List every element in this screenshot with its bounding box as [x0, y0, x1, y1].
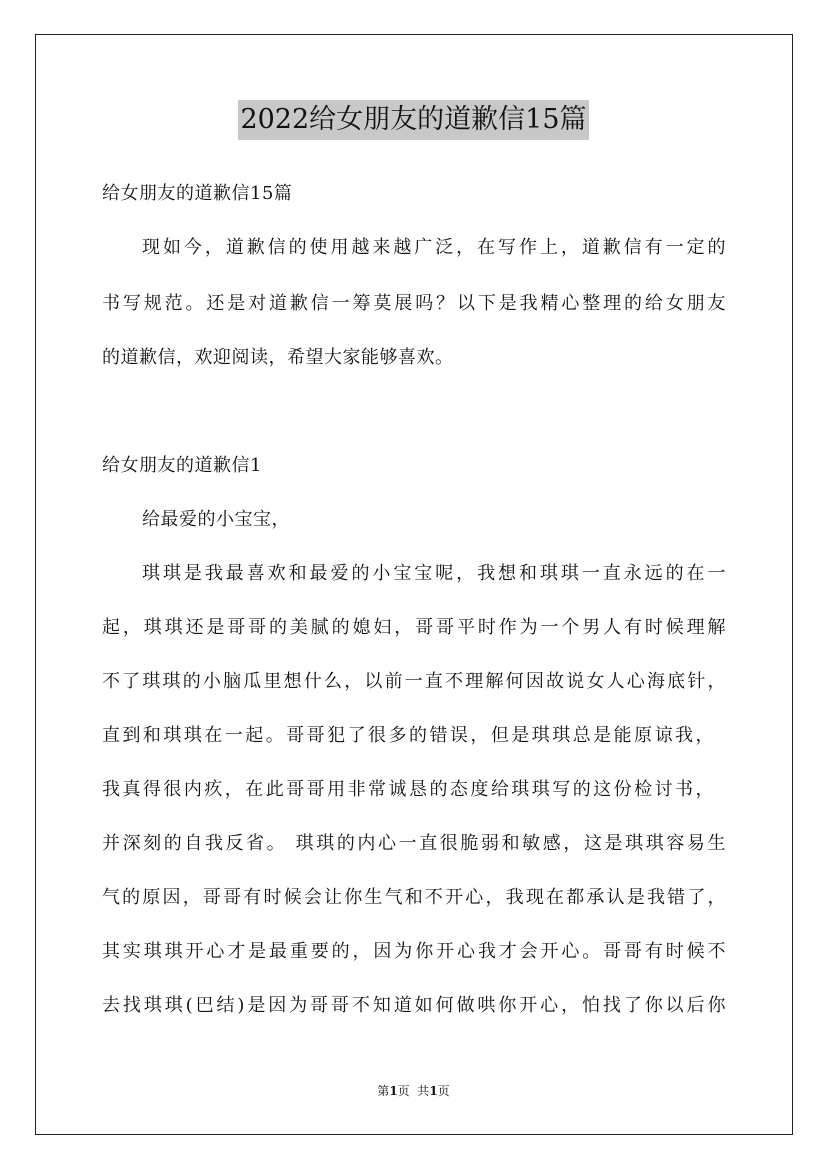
body-line-2: 起，琪琪还是哥哥的美腻的媳妇，哥哥平时作为一个男人有时候理解 [102, 617, 726, 638]
body-line-8: 其实琪琪开心才是最重要的，因为你开心我才会开心。哥哥有时候不 [102, 941, 726, 962]
footer-page-mid: 页 共 [397, 1084, 430, 1098]
body-line-4: 直到和琪琪在一起。哥哥犯了很多的错误，但是琪琪总是能原谅我， [102, 725, 714, 746]
body-line-6: 并深刻的自我反省。 琪琪的内心一直很脆弱和敏感，这是琪琪容易生 [102, 833, 726, 854]
document-subtitle: 给女朋友的道歉信15篇 [102, 183, 293, 204]
title-container [0, 100, 827, 140]
footer-page-number: 1 [389, 1084, 398, 1098]
footer-page-prefix: 第 [377, 1084, 390, 1098]
body-line-7: 气的原因，哥哥有时候会让你生气和不开心，我现在都承认是我错了， [102, 887, 726, 908]
intro-line-3: 的道歉信，欢迎阅读，希望大家能够喜欢。 [102, 347, 454, 368]
salutation: 给最爱的小宝宝， [142, 509, 290, 530]
document-title: 2022给女朋友的道歉信15篇 [238, 100, 588, 140]
footer-page-total: 1 [429, 1084, 438, 1098]
body-line-3: 不了琪琪的小脑瓜里想什么，以前一直不理解何因故说女人心海底针， [102, 671, 726, 692]
page-footer [0, 1083, 827, 1099]
intro-line-2: 书写规范。还是对道歉信一筹莫展吗？以下是我精心整理的给女朋友 [102, 293, 726, 314]
body-line-9: 去找琪琪(巴结)是因为哥哥不知道如何做哄你开心，怕找了你以后你 [102, 995, 726, 1016]
intro-line-1: 现如今，道歉信的使用越来越广泛，在写作上，道歉信有一定的 [142, 237, 726, 258]
footer-page-suffix: 页 [437, 1084, 450, 1098]
body-line-5: 我真得很内疚，在此哥哥用非常诚恳的态度给琪琪写的这份检讨书， [102, 779, 714, 800]
section-heading: 给女朋友的道歉信1 [102, 455, 262, 476]
body-line-1: 琪琪是我最喜欢和最爱的小宝宝呢，我想和琪琪一直永远的在一 [142, 563, 726, 584]
